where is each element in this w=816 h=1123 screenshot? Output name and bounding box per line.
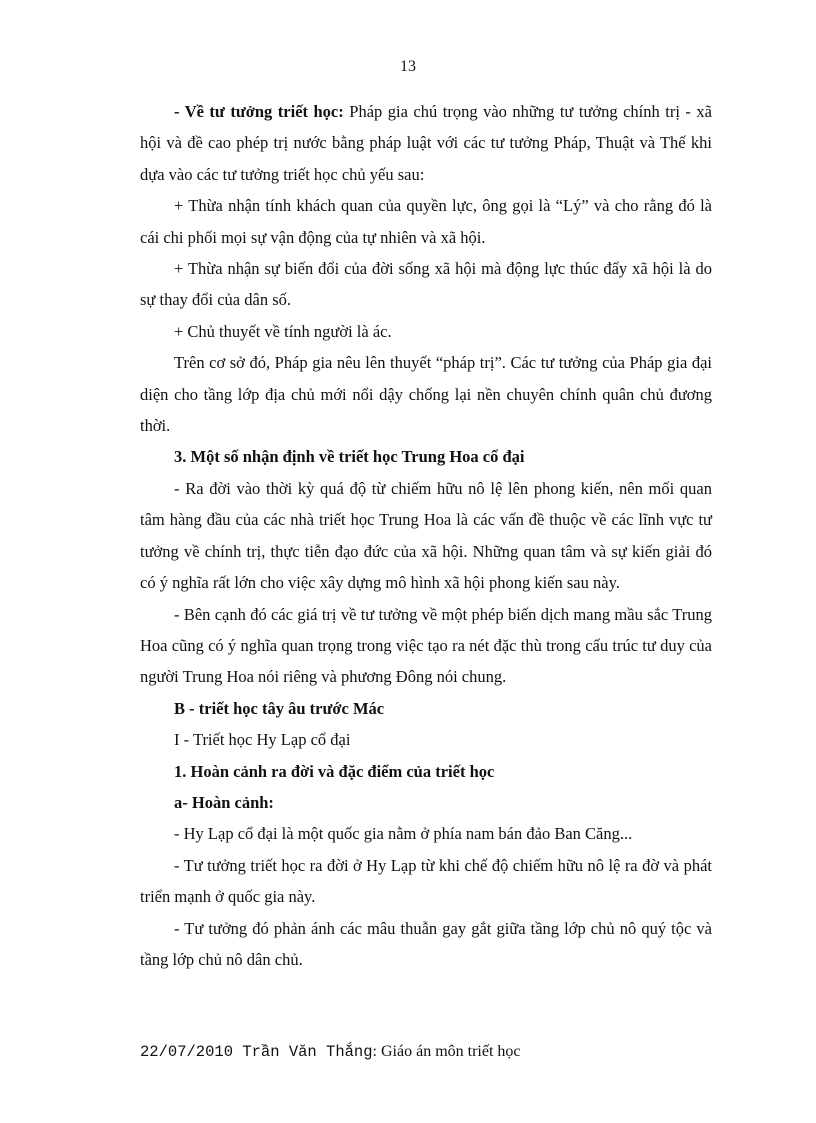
footer-title: : Giáo án môn triết học xyxy=(372,1043,521,1060)
paragraph-point-1: + Thừa nhận tính khách quan của quyền lực, ông gọi là “Lý” và cho rằng đó là cái chi phối mọi sự vận động của tự nhiên và xã hội. xyxy=(140,196,712,247)
section-heading-a: a- Hoàn cảnh: xyxy=(174,792,274,812)
paragraph-legalist-philosophy xyxy=(140,96,712,190)
section-heading-1: 1. Hoàn cảnh ra đời và đặc điểm của triết học xyxy=(174,761,495,781)
page-footer xyxy=(140,1043,740,1061)
footer-date-author: 22/07/2010 Trần Văn Thắng xyxy=(140,1043,373,1061)
paragraph-text: Pháp gia chú trọng vào những tư tưởng chính trị - xã hội và đề cao phép trị nước bằng pháp luật với các tư tưởng Pháp, Thuật và Thế khi dựa vào các tư tưởng triết học chủ yếu sau: xyxy=(140,102,712,184)
section-heading-3: 3. Một số nhận định về triết học Trung Hoa cổ đại xyxy=(174,447,525,467)
body-text xyxy=(140,96,712,975)
paragraph-point-3: + Chủ thuyết về tính người là ác. xyxy=(174,321,392,341)
paragraph-greece-origin: - Tư tưởng triết học ra đời ở Hy Lạp từ khi chế độ chiếm hữu nô lệ ra đờ và phát triển mạnh ở quốc gia này. xyxy=(140,855,712,907)
page-number: 13 xyxy=(400,58,416,75)
paragraph-greece-location: - Hy Lạp cổ đại là một quốc gia nằm ở phía nam bán đảo Ban Căng... xyxy=(174,824,633,844)
paragraph-rule-by-law: Trên cơ sở đó, Pháp gia nêu lên thuyết “pháp trị”. Các tư tưởng của Pháp gia đại diện cho tầng lớp địa chủ mới nổi dậy chống lại nền chuyên chính quân chủ đương thời. xyxy=(140,353,712,436)
section-heading-i: I - Triết học Hy Lạp cổ đại xyxy=(174,730,351,750)
paragraph-lead-bold: - Về tư tưởng triết học: xyxy=(174,102,344,121)
paragraph-point-2: + Thừa nhận sự biến đổi của đời sống xã hội mà động lực thúc đẩy xã hội là do sự thay đổi của dân số. xyxy=(140,259,712,310)
paragraph-assessment-2: - Bên cạnh đó các giá trị về tư tưởng về một phép biến dịch mang mầu sắc Trung Hoa cũng có ý nghĩa quan trọng trong việc tạo ra nét đặc thù trong cấu trúc tư duy của người Trung Hoa nói riêng và phương Đông nói chung. xyxy=(140,604,712,687)
paragraph-assessment-1: - Ra đời vào thời kỳ quá độ từ chiếm hữu nô lệ lên phong kiến, nên mối quan tâm hàng đầu của các nhà triết học Trung Hoa là các vấn đề thuộc về các lĩnh vực tư tưởng về chính trị, thực tiễn đạo đức của xã hội. Những quan tâm và sự kiến giải đó có ý nghĩa rất lớn cho việc xây dựng mô hình xã hội phong kiến sau này. xyxy=(140,478,712,593)
paragraph-greece-conflict: - Tư tưởng đó phản ánh các mâu thuẫn gay gắt giữa tầng lớp chủ nô quý tộc và tầng lớp chủ nô dân chủ. xyxy=(140,918,712,969)
section-heading-b: B - triết học tây âu trước Mác xyxy=(174,698,385,718)
